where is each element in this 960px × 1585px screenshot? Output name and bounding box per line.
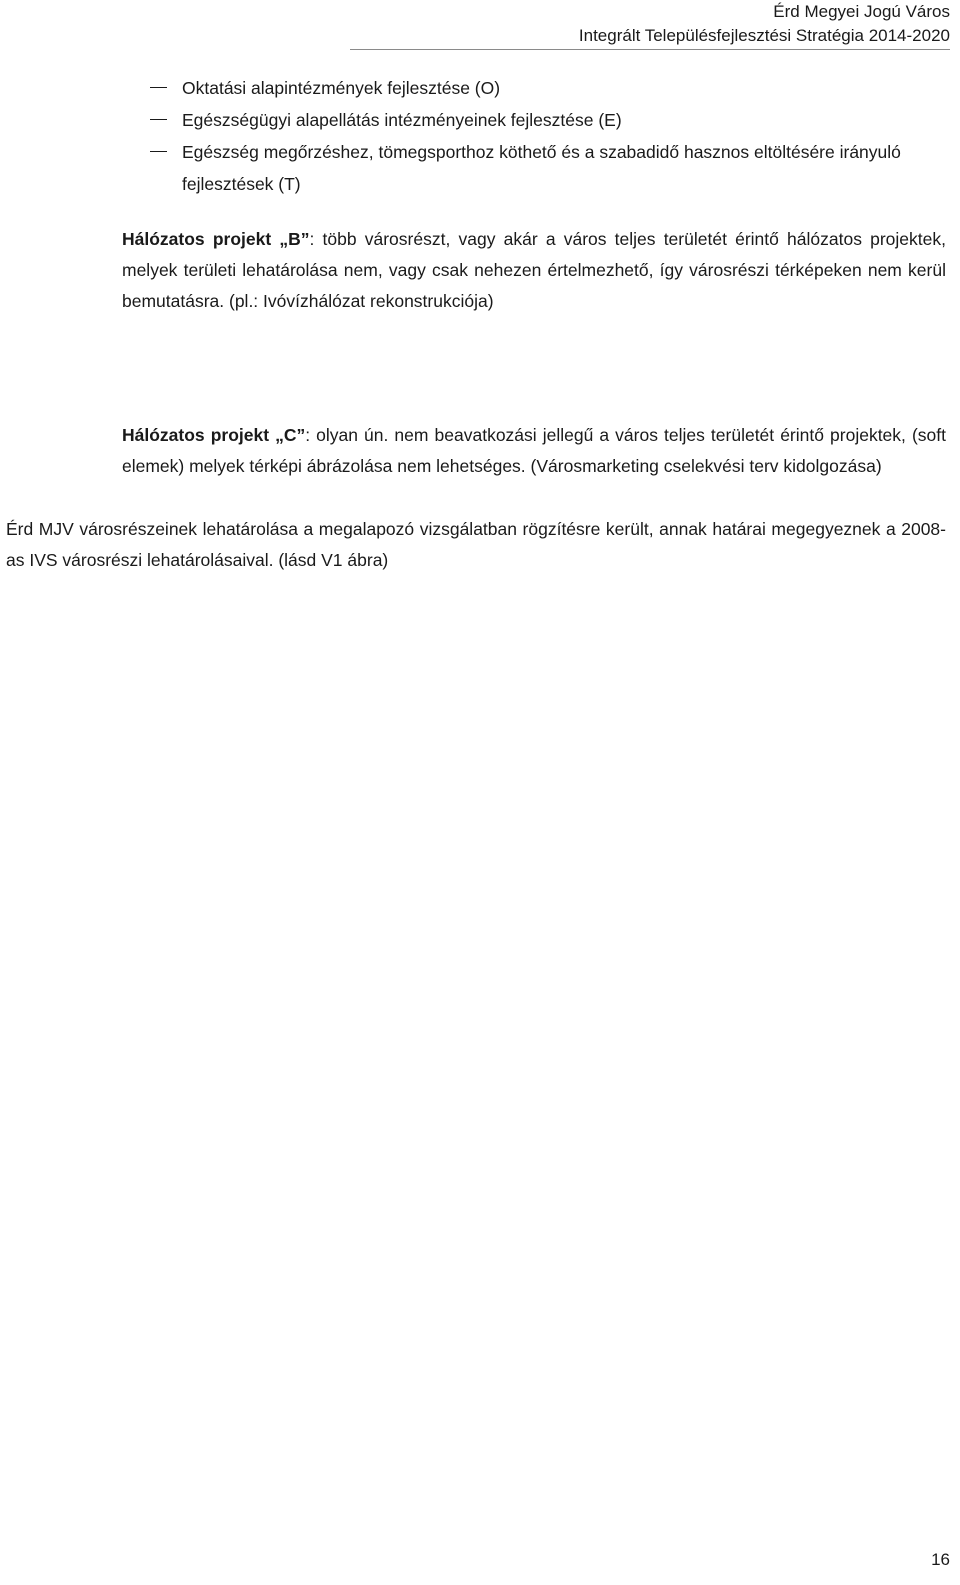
bullet-item bbox=[150, 136, 950, 200]
paragraph-district-delimitation: Érd MJV városrészeinek lehatárolása a megalapozó vizsgálatban rögzítésre került, annak határai megegyeznek a 2008-as IVS városrészi lehatárolásaival. (lásd V1 ábra) bbox=[6, 519, 946, 570]
bullet-text: Egészség megőrzéshez, tömegsporthoz köthető és a szabadidő hasznos eltöltésére irányuló fejlesztések (T) bbox=[182, 142, 901, 194]
header-city: Érd Megyei Jogú Város bbox=[773, 2, 950, 21]
bullet-list bbox=[150, 72, 950, 200]
project-b-text: : több városrészt, vagy akár a város teljes területét érintő hálózatos projektek, melyek területi lehatárolása nem, vagy csak nehezen értelmezhető, így városrészi térképeken nem kerül bemutatásra. (pl.: Ivóvízhálózat rekonstrukciója) bbox=[122, 229, 946, 311]
dash-bullet-icon bbox=[150, 151, 167, 152]
project-c-label: Hálózatos projekt „C” bbox=[122, 425, 306, 445]
bullet-item bbox=[150, 104, 950, 136]
dash-bullet-icon bbox=[150, 87, 167, 88]
page-number: 16 bbox=[931, 1550, 950, 1569]
header-strategy: Integrált Településfejlesztési Stratégia 2014-2020 bbox=[578, 26, 950, 45]
project-b-label: Hálózatos projekt „B” bbox=[122, 229, 310, 249]
paragraph-network-project-c bbox=[122, 420, 946, 482]
paragraph-network-project-b bbox=[122, 224, 946, 317]
project-c-text: : olyan ún. nem beavatkozási jellegű a város teljes területét érintő projektek, (soft elemek) melyek térképi ábrázolása nem lehetséges. (Városmarketing cselekvési terv kidolgozása) bbox=[122, 425, 946, 476]
dash-bullet-icon bbox=[150, 119, 167, 120]
bullet-text: Oktatási alapintézmények fejlesztése (O) bbox=[182, 78, 501, 98]
bullet-text: Egészségügyi alapellátás intézményeinek fejlesztése (E) bbox=[182, 110, 622, 130]
bullet-item bbox=[150, 72, 950, 104]
running-header bbox=[350, 0, 950, 50]
